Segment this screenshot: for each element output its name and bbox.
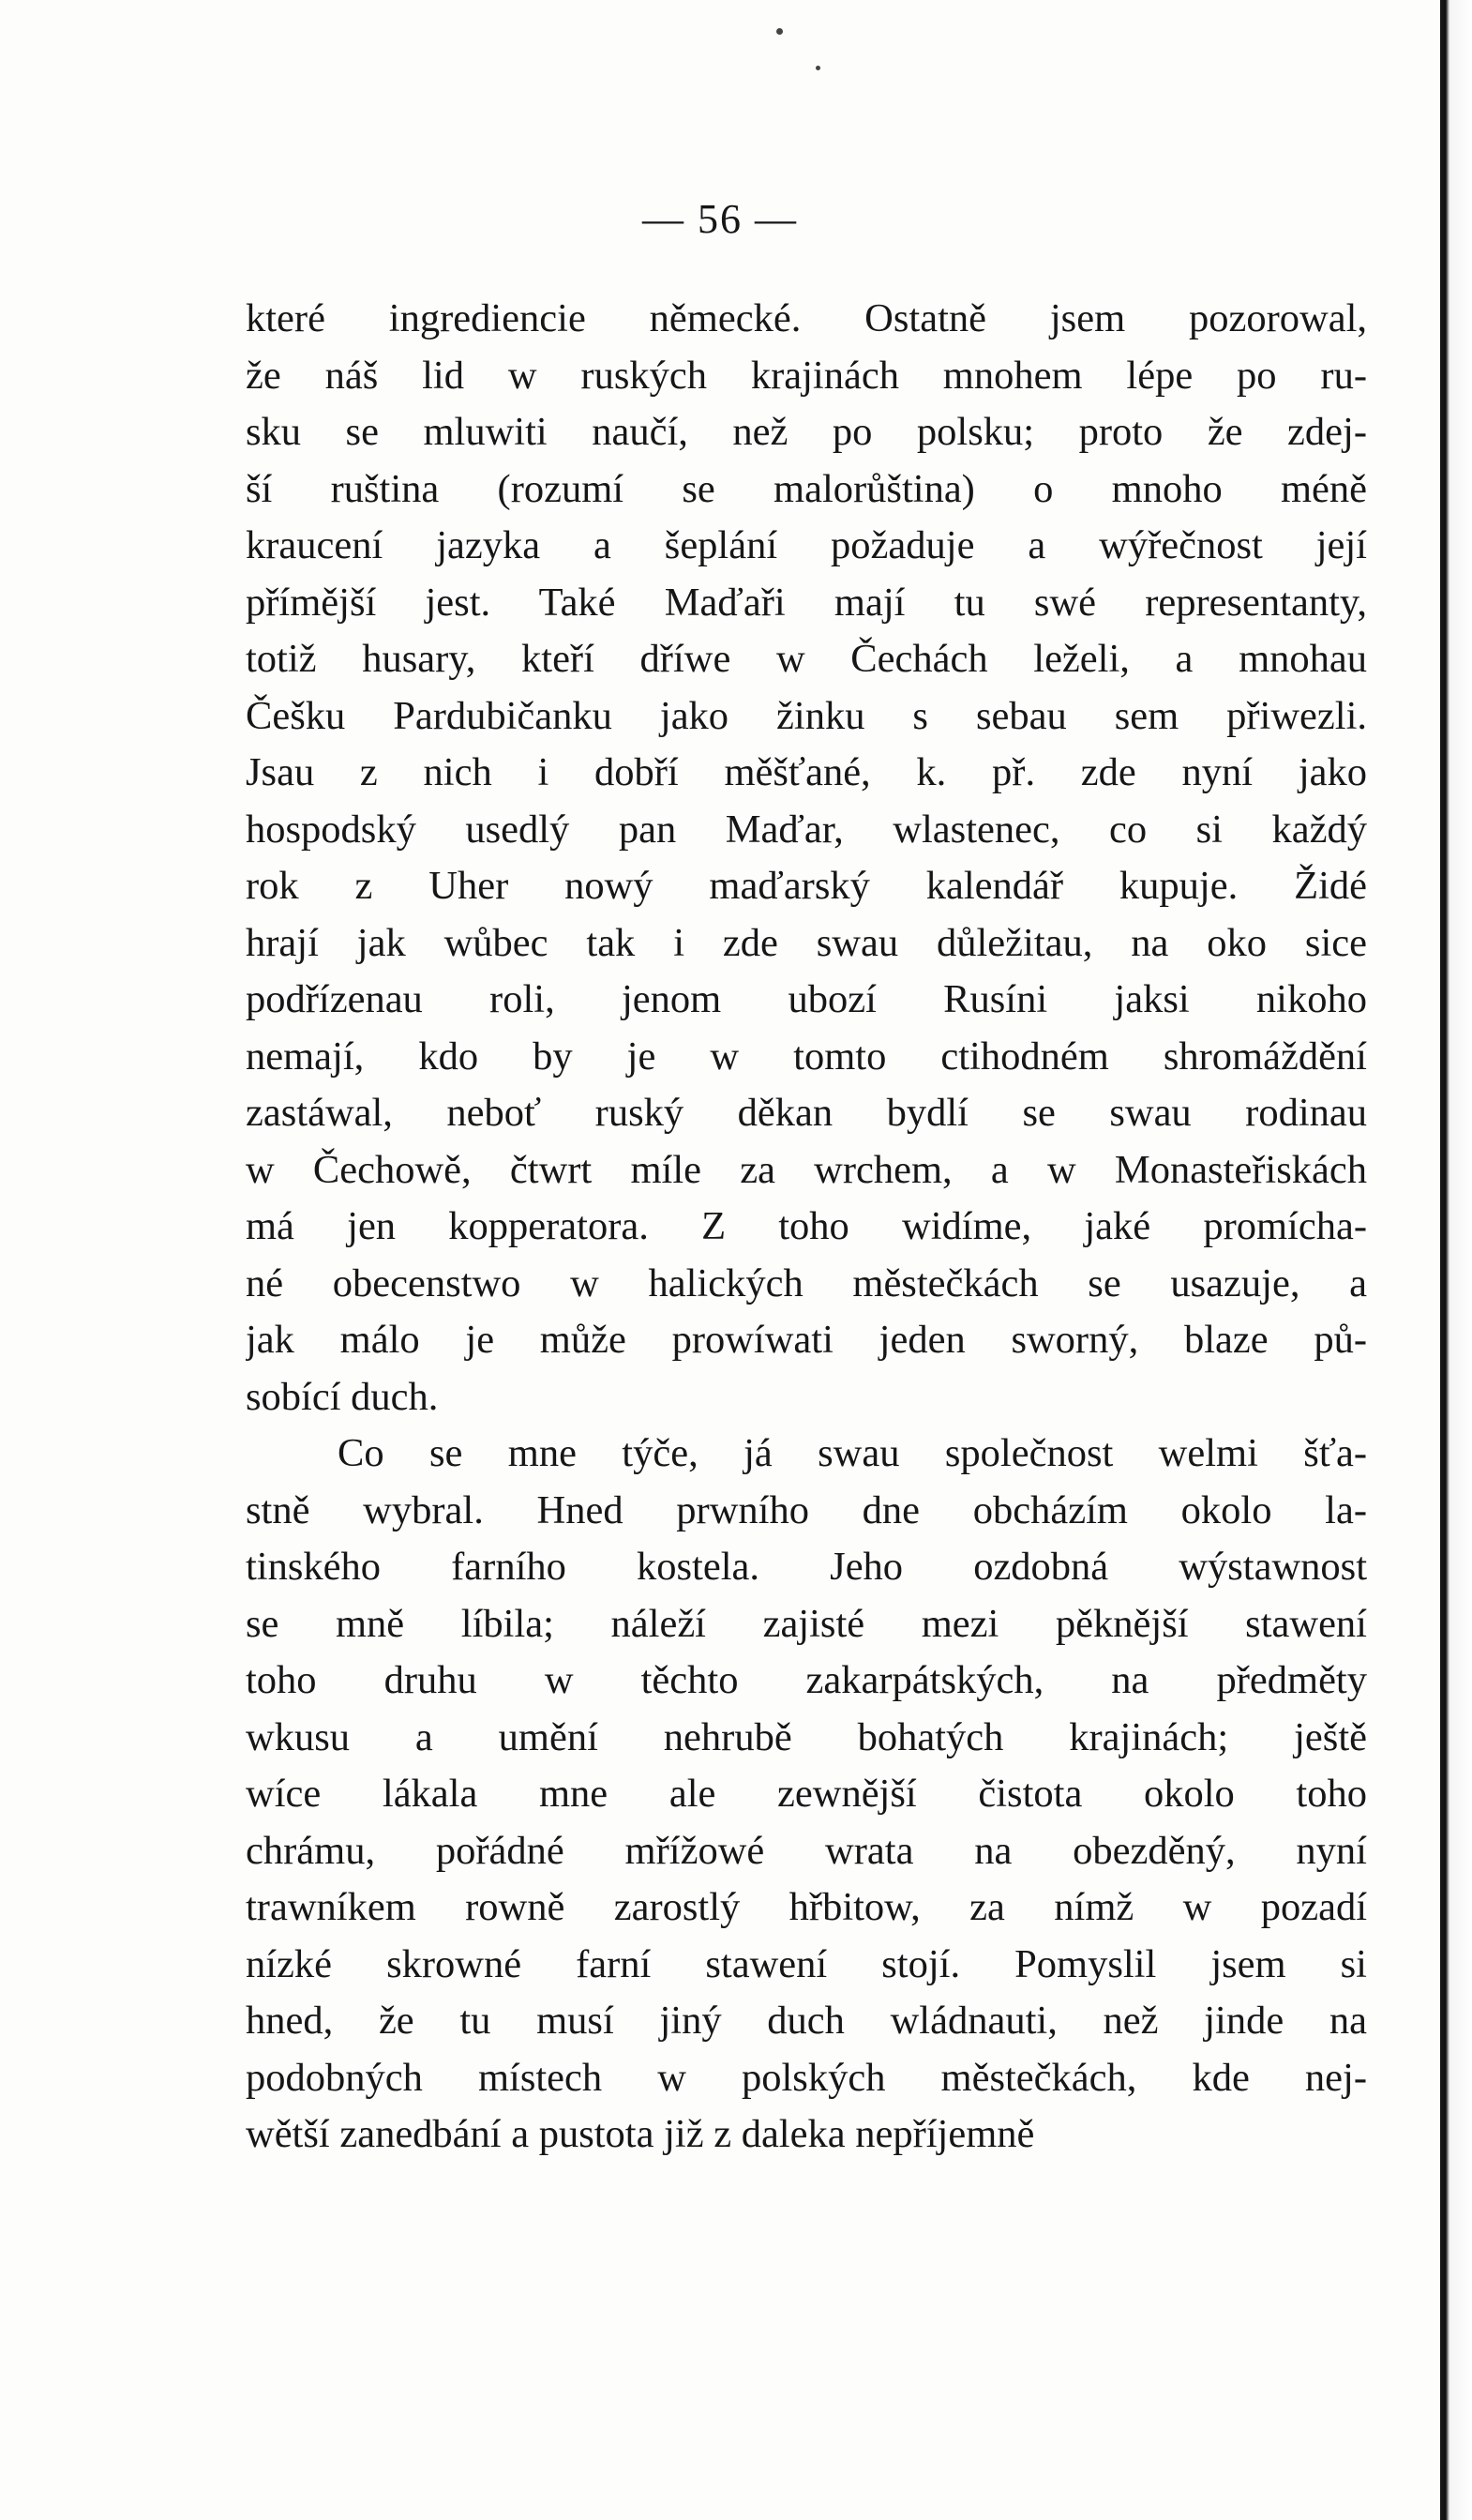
page-edge xyxy=(1440,0,1472,2520)
text-line: které ingrediencie německé. Ostatně jsem pozorowal, xyxy=(246,296,1367,340)
text-line: nemají, kdo by je w tomto ctihodném shromáždění xyxy=(246,1034,1367,1079)
text-line: trawníkem rowně zarostlý hřbitow, za nímž w pozadí xyxy=(246,1885,1367,1929)
text-line: totiž husary, kteří dříwe w Čechách leželi, a mnohau xyxy=(246,637,1367,681)
text-line: Co se mne týče, já swau společnost welmi šťa- xyxy=(338,1431,1367,1475)
print-speck xyxy=(816,66,820,70)
text-line: Jsau z nich i dobří měšťané, k. př. zde nyní jako xyxy=(246,750,1367,794)
text-line: že náš lid w ruských krajinách mnohem lépe po ru- xyxy=(246,353,1367,398)
text-line: jak málo je může prowíwati jeden sworný, blaze pů- xyxy=(246,1318,1367,1362)
body-text xyxy=(246,291,1367,2164)
text-line: podřízenau roli, jenom ubozí Rusíni jaksi nikoho xyxy=(246,977,1367,1021)
print-speck xyxy=(776,28,783,35)
text-line: w Čechowě, čtwrt míle za wrchem, a w Monasteřiskách xyxy=(246,1147,1367,1192)
text-line: wkusu a umění nehrubě bohatých krajinách; ještě xyxy=(246,1714,1367,1759)
text-line: Češku Pardubičanku jako žinku s sebau sem přiwezli. xyxy=(246,693,1367,738)
text-line: wětší zanedbání a pustota již z daleka nepříjemně xyxy=(246,2112,1035,2156)
text-line: podobných místech w polských městečkách, kde nej- xyxy=(246,2055,1367,2100)
text-line: zastáwal, neboť ruský děkan bydlí se swau rodinau xyxy=(246,1091,1367,1135)
text-line: ší ruština (rozumí se malorůština) o mnoho méně xyxy=(246,466,1367,511)
text-line: sku se mluwiti naučí, než po polsku; proto že zdej- xyxy=(246,410,1367,454)
text-line: né obecenstwo w halických městečkách se usazuje, a xyxy=(246,1260,1367,1305)
text-line: přímější jest. Také Maďaři mají tu swé representanty, xyxy=(246,580,1367,625)
text-line: kraucení jazyka a šeplání požaduje a wýřečnost její xyxy=(246,523,1367,567)
text-line: wíce lákala mne ale zewnější čistota okolo toho xyxy=(246,1772,1367,1816)
text-line: chrámu, pořádné mřížowé wrata na obezděný, nyní xyxy=(246,1828,1367,1873)
text-line: hned, že tu musí jiný duch wládnauti, než jinde na xyxy=(246,1999,1367,2043)
text-line: nízké skrowné farní stawení stojí. Pomyslil jsem si xyxy=(246,1941,1367,1986)
text-line: tinského farního kostela. Jeho ozdobná wýstawnost xyxy=(246,1545,1367,1589)
text-line: má jen kopperatora. Z toho widíme, jaké promícha- xyxy=(246,1204,1367,1248)
page-number: — 56 — xyxy=(642,196,798,242)
text-line: hrají jak wůbec tak i zde swau důležitau, na oko sice xyxy=(246,920,1367,965)
text-line: hospodský usedlý pan Maďar, wlastenec, co si každý xyxy=(246,807,1367,852)
text-line: stně wybral. Hned prwního dne obcházím okolo la- xyxy=(246,1487,1367,1532)
text-line: se mně líbila; náleží zajisté mezi pěknější stawení xyxy=(246,1601,1367,1646)
text-line: toho druhu w těchto zakarpátských, na předměty xyxy=(246,1658,1367,1702)
text-line: rok z Uher nowý maďarský kalendář kupuje. Židé xyxy=(246,864,1367,908)
paragraph xyxy=(246,291,1367,1426)
text-line: sobící duch. xyxy=(246,1374,439,1419)
paragraph xyxy=(246,1426,1367,2164)
